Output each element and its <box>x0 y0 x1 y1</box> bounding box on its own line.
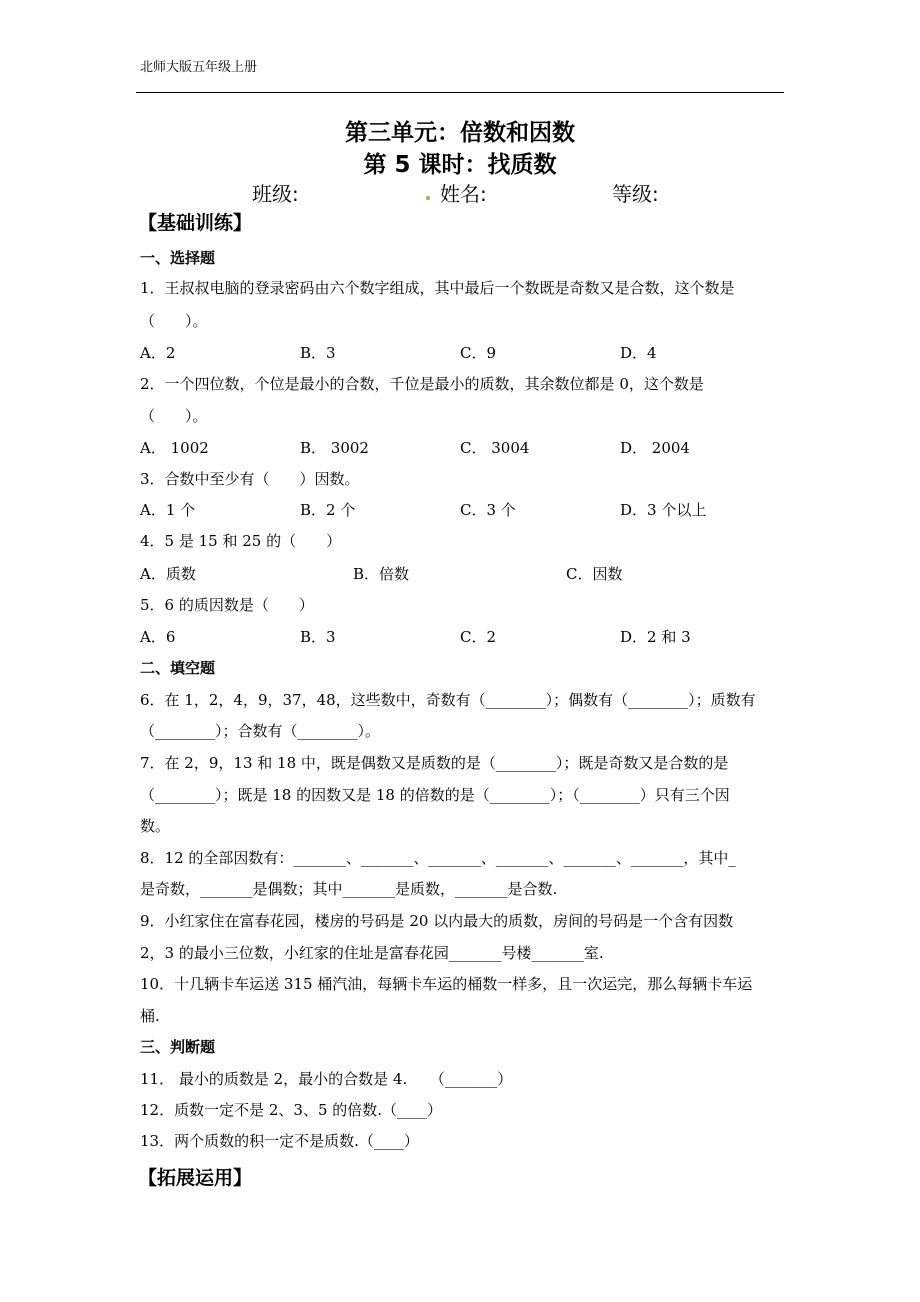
q5-option-a: A．6 <box>140 628 176 646</box>
unit-title: 第三单元：倍数和因数 <box>345 120 575 146</box>
decorative-dot <box>426 196 430 200</box>
grade-label: 等级: <box>612 182 659 206</box>
question-7-end: 数。 <box>140 817 171 835</box>
question-9-cont: 2，3 的最小三位数，小红家的住址是富春花园_______号楼_______室. <box>140 944 604 962</box>
q1-option-d: D．4 <box>620 344 657 362</box>
question-7-cont: （________）；既是 18 的因数又是 18 的倍数的是（________）；（________）只有三个因 <box>140 786 730 804</box>
q3-option-c: C．3 个 <box>460 501 516 519</box>
question-8: 8．12 的全部因数有：_______、_______、_______、_______、_______、_______，其中_ <box>140 849 736 867</box>
q4-option-b: B．倍数 <box>353 565 410 583</box>
q1-option-c: C．9 <box>460 344 497 362</box>
q5-option-c: C．2 <box>460 628 497 646</box>
q2-option-a: A． 1002 <box>140 439 209 457</box>
q5-option-d: D．2 和 3 <box>620 628 691 646</box>
question-12: 12．质数一定不是 2、3、5 的倍数.（____） <box>140 1101 443 1119</box>
question-1-blank: （ ）。 <box>140 312 208 330</box>
q2-option-b: B． 3002 <box>300 439 369 457</box>
question-10: 10．十几辆卡车运送 315 桶汽油，每辆卡车运的桶数一样多，且一次运完，那么每辆卡车运 <box>140 975 753 993</box>
q4-option-a: A．质数 <box>140 565 196 583</box>
part-fill: 二、填空题 <box>140 659 216 677</box>
question-6-cont: （________）；合数有（________）。 <box>140 722 381 740</box>
question-2-blank: （ ）。 <box>140 407 208 425</box>
question-4: 4．5 是 15 和 25 的（ ） <box>140 532 342 550</box>
lesson-title: 第 5 课时：找质数 <box>363 152 557 178</box>
section-basic: 【基础训练】 <box>138 212 253 234</box>
question-11: 11． 最小的质数是 2，最小的合数是 4. （_______） <box>140 1070 513 1088</box>
question-8-cont: 是奇数，_______是偶数；其中_______是质数，_______是合数. <box>140 880 558 898</box>
q2-option-c: C． 3004 <box>460 439 530 457</box>
header-divider <box>136 92 784 93</box>
part-judge: 三、判断题 <box>140 1038 216 1056</box>
question-7: 7．在 2，9，13 和 18 中，既是偶数又是质数的是（________）；既是奇数又是合数的是 <box>140 754 729 772</box>
q1-option-a: A．2 <box>140 344 176 362</box>
question-9: 9．小红家住在富春花园，楼房的号码是 20 以内最大的质数，房间的号码是一个含有因数 <box>140 912 734 930</box>
class-label: 班级: <box>252 182 299 206</box>
question-2: 2．一个四位数，个位是最小的合数，千位是最小的质数，其余数位都是 0，这个数是 <box>140 375 704 393</box>
question-10-cont: 桶. <box>140 1007 160 1025</box>
q5-option-b: B．3 <box>300 628 336 646</box>
question-3: 3．合数中至少有（ ）因数。 <box>140 470 360 488</box>
part-choice: 一、选择题 <box>140 249 216 267</box>
q1-option-b: B．3 <box>300 344 336 362</box>
q4-option-c: C．因数 <box>566 565 623 583</box>
q3-option-d: D．3 个以上 <box>620 501 707 519</box>
q3-option-a: A．1 个 <box>140 501 196 519</box>
question-6: 6．在 1，2，4，9，37，48，这些数中，奇数有（________）；偶数有（________）；质数有 <box>140 691 756 709</box>
q3-option-b: B．2 个 <box>300 501 356 519</box>
book-header: 北师大版五年级上册 <box>140 60 258 75</box>
question-5: 5．6 的质因数是（ ） <box>140 596 314 614</box>
section-extend: 【拓展运用】 <box>138 1167 253 1189</box>
question-1: 1．王叔叔电脑的登录密码由六个数字组成，其中最后一个数既是奇数又是合数，这个数是 <box>140 279 735 297</box>
question-13: 13．两个质数的积一定不是质数.（____） <box>140 1132 419 1150</box>
q2-option-d: D． 2004 <box>620 439 690 457</box>
name-label: 姓名: <box>440 182 487 206</box>
